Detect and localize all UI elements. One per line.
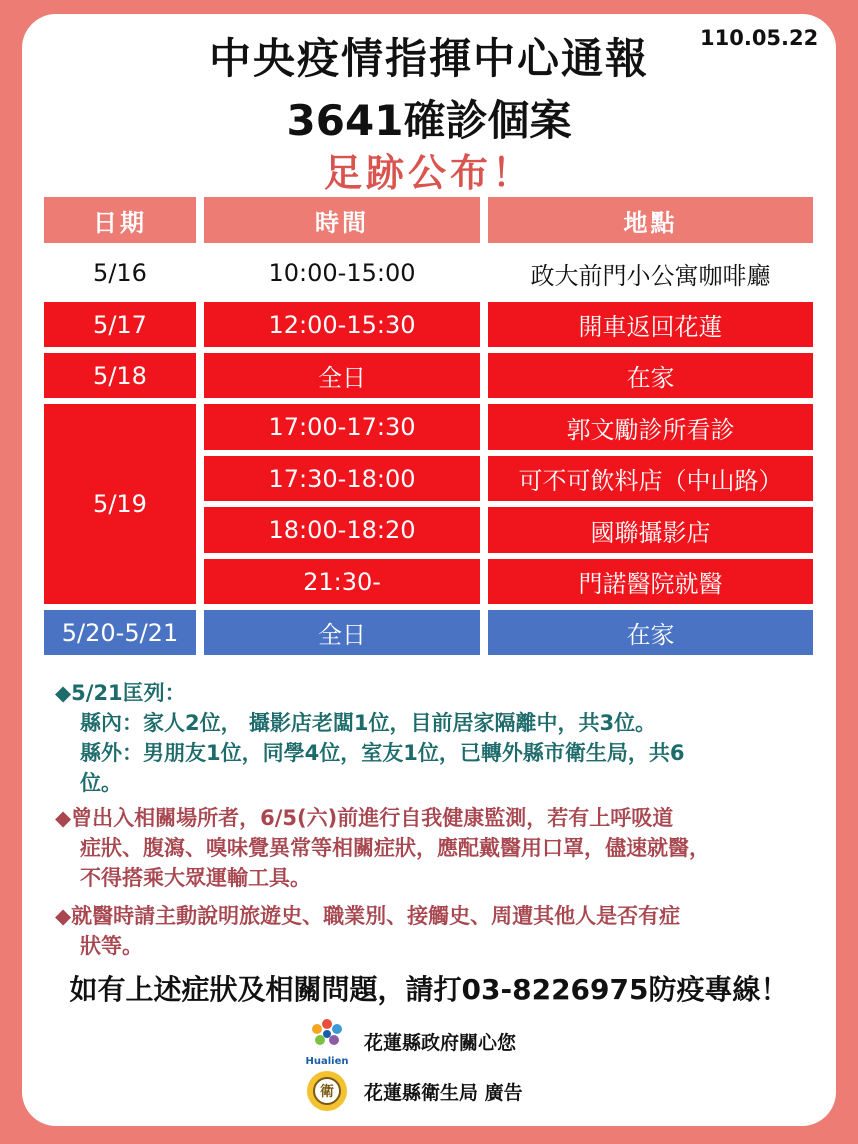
advice-line: 狀等。	[80, 934, 143, 958]
hualien-logo-icon	[305, 1016, 349, 1052]
column-header-date: 日期	[44, 197, 196, 243]
title-line1: 中央疫情指揮中心通報	[208, 34, 649, 83]
table-cell-date: 5/20-5/21	[44, 610, 196, 655]
footer-line1: 花蓮縣政府關心您	[364, 1032, 517, 1054]
column-header-place: 地點	[488, 197, 813, 243]
table-cell-time: 12:00-15:30	[204, 302, 480, 347]
table-cell-time: 17:00-17:30	[204, 404, 480, 450]
table-cell-place: 郭文勵診所看診	[488, 404, 813, 450]
health-bureau-emblem-icon	[307, 1071, 347, 1111]
table-cell-place: 國聯攝影店	[488, 507, 813, 553]
footer-line2: 花蓮縣衛生局 廣告	[364, 1082, 523, 1104]
table-cell-date-merged: 5/19	[44, 404, 196, 604]
contact-list-title: 5/21匡列：	[71, 681, 186, 705]
title-line2: 3641確診個案	[286, 96, 572, 145]
contact-list-line: 縣外：男朋友1位，同學4位，室友1位，已轉外縣市衛生局，共6	[80, 741, 685, 765]
table-cell-place: 可不可飲料店（中山路）	[488, 456, 813, 501]
table-cell-time: 18:00-18:20	[204, 507, 480, 553]
hotline-text: 如有上述症狀及相關問題，請打03-8226975防疫專線！	[69, 973, 789, 1006]
contact-list-note	[55, 678, 825, 798]
table-cell-time: 10:00-15:00	[204, 250, 480, 296]
advice-line: 就醫時請主動說明旅遊史、職業別、接觸史、周遭其他人是否有症	[71, 904, 681, 928]
table-cell-place: 門諾醫院就醫	[488, 559, 813, 604]
table-cell-time: 21:30-	[204, 559, 480, 604]
hualien-logo-label: Hualien	[305, 1056, 349, 1067]
table-cell-date: 5/18	[44, 353, 196, 398]
diamond-bullet-icon: ◆	[55, 904, 72, 928]
contact-list-line: 縣內：家人2位， 攝影店老闆1位，目前居家隔離中，共3位。	[80, 711, 657, 735]
hualien-logo	[305, 1016, 349, 1066]
table-cell-place: 在家	[488, 353, 813, 398]
advice-line: 不得搭乘大眾運輸工具。	[80, 866, 311, 890]
diamond-bullet-icon: ◆	[55, 806, 72, 830]
publish-date: 110.05.22	[700, 26, 819, 50]
table-cell-time: 全日	[204, 610, 480, 655]
diamond-bullet-icon: ◆	[55, 681, 72, 705]
table-cell-time: 17:30-18:00	[204, 456, 480, 501]
emblem-glyph: 衛	[313, 1077, 341, 1105]
title-line3: 足跡公布！	[323, 151, 534, 195]
travel-history-note	[55, 901, 825, 961]
table-cell-time: 全日	[204, 353, 480, 398]
table-cell-place: 在家	[488, 610, 813, 655]
table-cell-place: 開車返回花蓮	[488, 302, 813, 347]
contact-list-line: 位。	[80, 771, 122, 795]
table-cell-place: 政大前門小公寓咖啡廳	[488, 250, 813, 296]
table-cell-date: 5/16	[44, 250, 196, 296]
table-cell-date: 5/17	[44, 302, 196, 347]
column-header-time: 時間	[204, 197, 480, 243]
advice-line: 曾出入相關場所者，6/5(六)前進行自我健康監測，若有上呼吸道	[71, 806, 674, 830]
health-monitor-note	[55, 803, 825, 893]
advice-line: 症狀、腹瀉、嗅味覺異常等相關症狀，應配戴醫用口罩，儘速就醫，	[80, 836, 710, 860]
